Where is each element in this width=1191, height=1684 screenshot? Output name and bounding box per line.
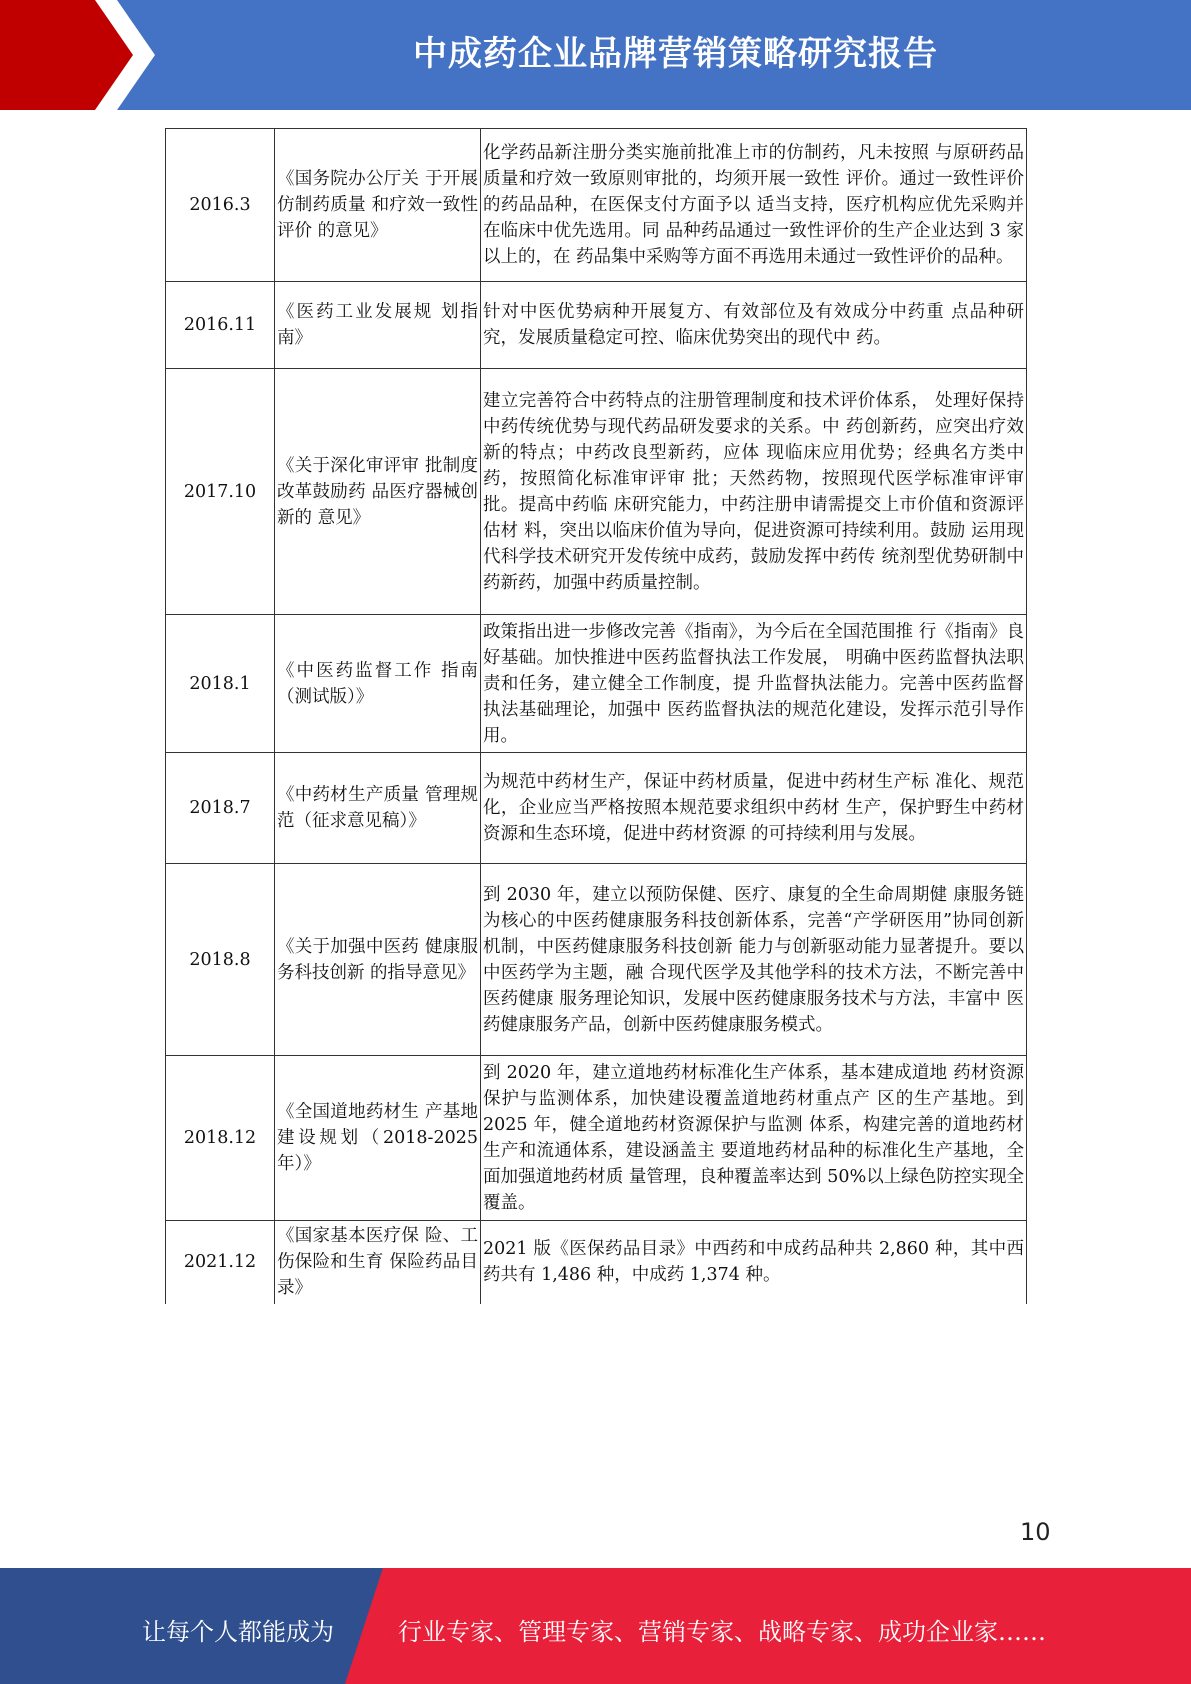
year-cell: 2016.3 xyxy=(166,129,275,282)
year-cell: 2018.1 xyxy=(166,615,275,753)
page-header xyxy=(0,0,1191,110)
footer-slogan-right: 行业专家、管理专家、营销专家、战略专家、成功企业家…… xyxy=(398,1618,1046,1646)
page-footer xyxy=(0,1568,1191,1684)
policy-desc-cell: 为规范中药材生产，保证中药材质量，促进中药材生产标 准化、规范化，企业应当严格按照本规范要求组织中药材 生产，保护野生中药材资源和生态环境，促进中药材资源 的可持续利用与发展。 xyxy=(481,753,1027,864)
year-cell: 2018.8 xyxy=(166,864,275,1056)
year-cell: 2018.7 xyxy=(166,753,275,864)
policy-desc-cell: 化学药品新注册分类实施前批准上市的仿制药，凡未按照 与原研药品质量和疗效一致原则审批的，均须开展一致性 评价。通过一致性评价的药品品种，在医保支付方面予以 适当支持，医疗机构应优先采购并在临床中优先选用。同 品种药品通过一致性评价的生产企业达到 3 家以上的，在 药品集中采购等方面不再选用未通过一致性评价的品种。 xyxy=(481,129,1027,282)
policy-name-cell: 《全国道地药材生 产基地建设规划（2018-2025 年）》 xyxy=(275,1056,481,1221)
policy-desc-cell: 到 2020 年，建立道地药材标准化生产体系，基本建成道地 药材资源保护与监测体系，加快建设覆盖道地药材重点产 区的生产基地。到 2025 年，健全道地药材资源保护与监测 体系，构建完善的道地药材生产和流通体系，建设涵盖主 要道地药材品种的标准化生产基地，全面加强道地药材质 量管理，良种覆盖率达到 50%以上绿色防控实现全覆盖。 xyxy=(481,1056,1027,1221)
table-row xyxy=(166,369,1027,615)
policy-name-cell: 《国务院办公厅关 于开展仿制药质量 和疗效一致性评价 的意见》 xyxy=(275,129,481,282)
policy-name-cell: 《中药材生产质量 管理规范（征求意见稿）》 xyxy=(275,753,481,864)
table-row xyxy=(166,1221,1027,1304)
policy-desc-cell: 建立完善符合中药特点的注册管理制度和技术评价体系， 处理好保持中药传统优势与现代药品研发要求的关系。中 药创新药，应突出疗效新的特点；中药改良型新药，应体 现临床应用优势；经典名方类中药，按照简化标准审评审 批；天然药物，按照现代医学标准审评审批。提高中药临 床研究能力，中药注册申请需提交上市价值和资源评估材 料，突出以临床价值为导向，促进资源可持续利用。鼓励 运用现代科学技术研究开发传统中成药，鼓励发挥中药传 统剂型优势研制中药新药，加强中药质量控制。 xyxy=(481,369,1027,615)
page-number: 10 xyxy=(1020,1518,1051,1546)
policy-desc-cell: 到 2030 年，建立以预防保健、医疗、康复的全生命周期健 康服务链为核心的中医药健康服务科技创新体系，完善“产学研医用”协同创新机制，中医药健康服务科技创新 能力与创新驱动能力显著提升。要以中医药学为主题，融 合现代医学及其他学科的技术方法，不断完善中医药健康 服务理论知识，发展中医药健康服务技术与方法，丰富中 医药健康服务产品，创新中医药健康服务模式。 xyxy=(481,864,1027,1056)
year-cell: 2016.11 xyxy=(166,282,275,369)
table-row xyxy=(166,864,1027,1056)
policy-name-cell: 《医药工业发展规 划指南》 xyxy=(275,282,481,369)
table-row xyxy=(166,282,1027,369)
policy-desc-cell: 政策指出进一步修改完善《指南》，为今后在全国范围推 行《指南》良好基础。加快推进中医药监督执法工作发展， 明确中医药监督执法职责和任务，建立健全工作制度，提 升监督执法能力。完善中医药监督执法基础理论，加强中 医药监督执法的规范化建设，发挥示范引导作用。 xyxy=(481,615,1027,753)
policy-name-cell: 《关于加强中医药 健康服务科技创新 的指导意见》 xyxy=(275,864,481,1056)
table-row xyxy=(166,753,1027,864)
footer-slogan-left: 让每个人都能成为 xyxy=(142,1618,334,1646)
policy-name-cell: 《中医药监督工作 指南（测试版）》 xyxy=(275,615,481,753)
table-row xyxy=(166,615,1027,753)
policy-name-cell: 《国家基本医疗保 险、工伤保险和生育 保险药品目录》 xyxy=(275,1221,481,1304)
year-cell: 2018.12 xyxy=(166,1056,275,1221)
policy-table xyxy=(165,128,1027,1304)
table-row xyxy=(166,129,1027,282)
report-title: 中成药企业品牌营销策略研究报告 xyxy=(413,34,938,74)
policy-desc-cell: 针对中医优势病种开展复方、有效部位及有效成分中药重 点品种研究，发展质量稳定可控、临床优势突出的现代中 药。 xyxy=(481,282,1027,369)
policy-name-cell: 《关于深化审评审 批制度改革鼓励药 品医疗器械创新的 意见》 xyxy=(275,369,481,615)
year-cell: 2017.10 xyxy=(166,369,275,615)
policy-desc-cell: 2021 版《医保药品目录》中西药和中成药品种共 2,860 种，其中西药共有 1,486 种，中成药 1,374 种。 xyxy=(481,1221,1027,1304)
year-cell: 2021.12 xyxy=(166,1221,275,1304)
table-row xyxy=(166,1056,1027,1221)
